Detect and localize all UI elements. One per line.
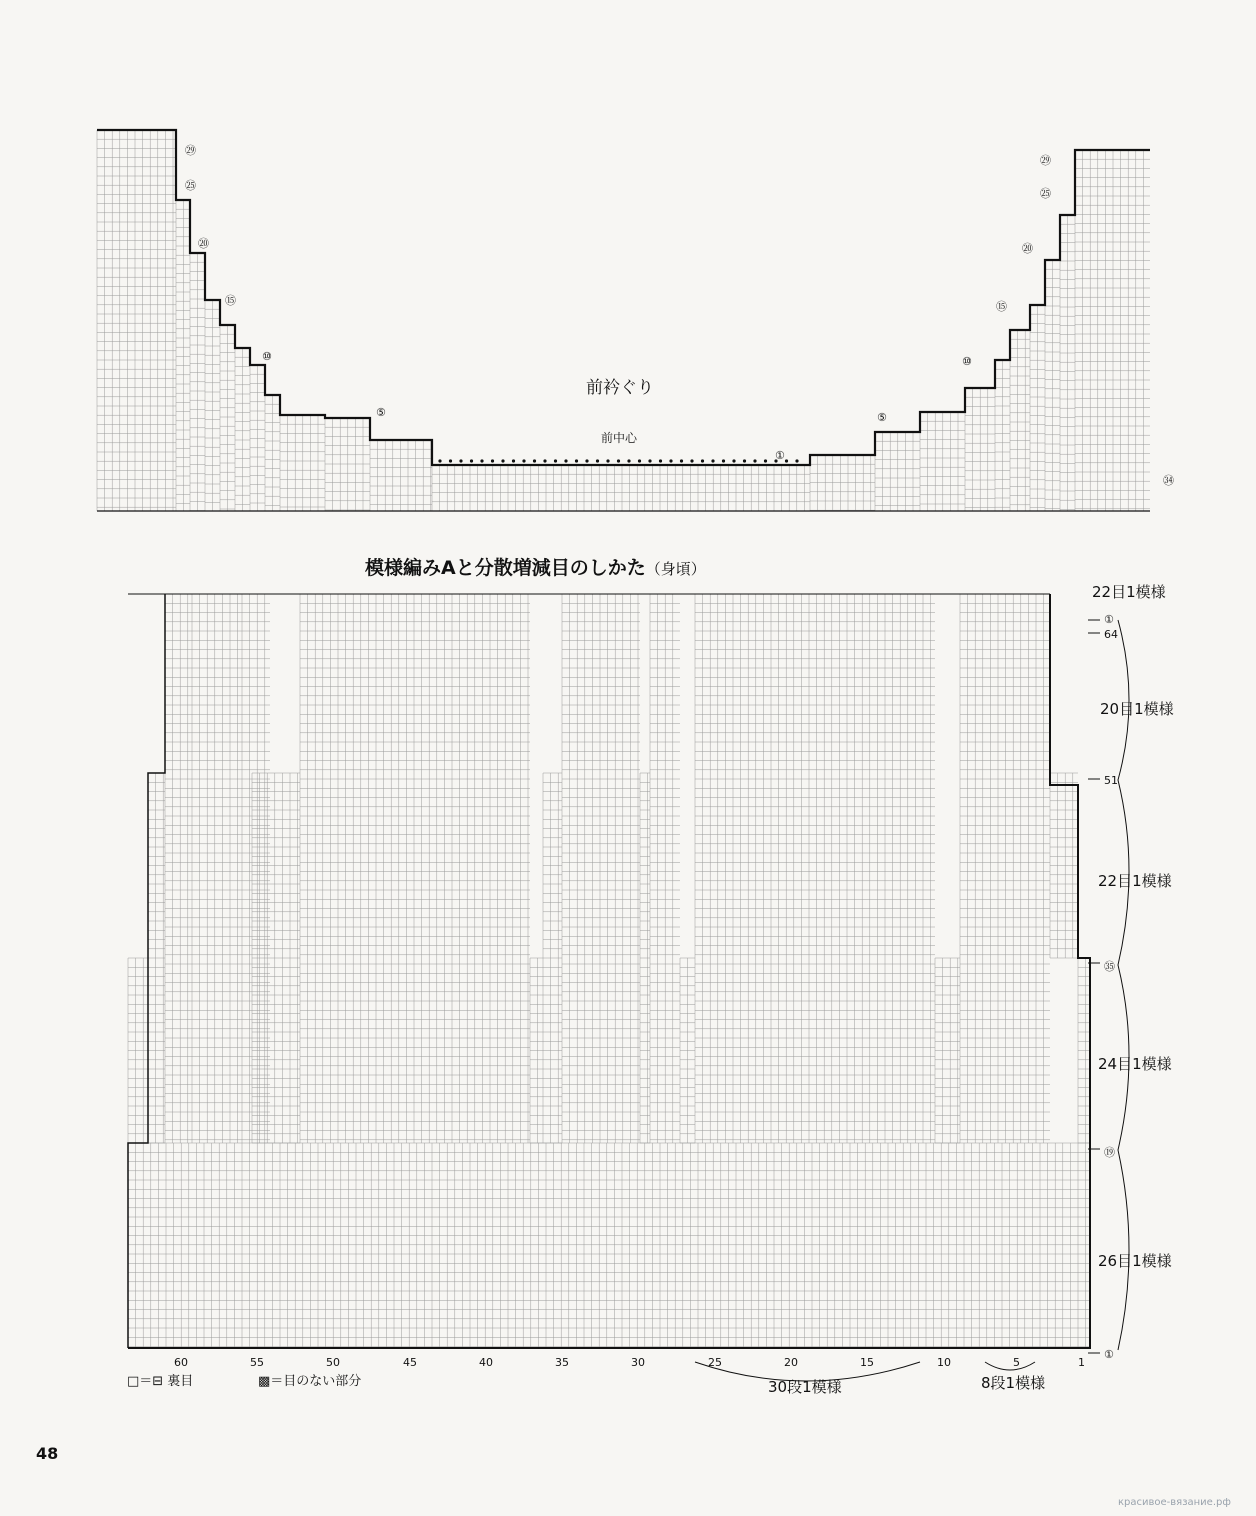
bindoff-dot: [459, 459, 462, 462]
front-center-label: 前中心: [601, 431, 638, 445]
main-mid-b: [640, 773, 650, 1143]
neck-right-grid-7: [1045, 260, 1060, 511]
neck-left-grid-7-lines: [265, 395, 280, 511]
main-left-low-lines: [128, 958, 148, 1143]
main-right-mid-lines: [1050, 773, 1078, 958]
x-tick-30: 30: [631, 1356, 645, 1369]
bindoff-dot: [743, 459, 746, 462]
main-mid-e: [680, 958, 695, 1143]
row-marker-19: ⑲: [1104, 1146, 1115, 1159]
neck-left-grid-5-lines: [235, 348, 250, 511]
repeat-22-mid: 22目1模様: [1098, 872, 1172, 890]
main-right-low: [1078, 958, 1090, 1143]
main-left-edge: [128, 594, 165, 1348]
bindoff-dot: [554, 459, 557, 462]
bindoff-dot: [795, 459, 798, 462]
bindoff-dot: [701, 459, 704, 462]
bottom-repeat-8: 8段1模様: [981, 1374, 1046, 1392]
x-tick-25: 25: [708, 1356, 722, 1369]
bindoff-dot: [711, 459, 714, 462]
neck-right-grid-0: [810, 455, 875, 511]
repeat-brace: [1118, 620, 1129, 1350]
bindoff-dot: [596, 459, 599, 462]
x-tick-20: 20: [784, 1356, 798, 1369]
main-mid-b-lines: [640, 773, 650, 1143]
neck-left-grid-5: [235, 348, 250, 511]
main-strip-2: [242, 594, 270, 1143]
neck-marker-20-left: ⑳: [198, 237, 209, 250]
brace-8: [985, 1362, 1035, 1370]
main-strip-1: [192, 594, 242, 1143]
main-mid-a-lines: [543, 773, 562, 1143]
bindoff-dot: [690, 459, 693, 462]
bindoff-dot: [648, 459, 651, 462]
x-tick-5: 5: [1013, 1356, 1020, 1369]
main-left-low: [128, 958, 148, 1143]
main-chart-title-paren: （身頃）: [645, 560, 706, 578]
main-grid-bottom: [128, 1143, 1090, 1348]
neck-left-grid-8: [280, 415, 325, 511]
main-grid-bottom-lines: [128, 1143, 1090, 1348]
neck-marker-34-right: ㉞: [1163, 474, 1174, 487]
neckline-title: 前衿ぐり: [586, 378, 654, 398]
neck-right-grid-0-lines: [810, 455, 875, 511]
neck-marker-10-left: ⑩: [262, 350, 272, 363]
neck-left-grid-10: [370, 440, 432, 511]
legend-no-stitch: ▩＝目のない部分: [258, 1374, 362, 1389]
neck-marker-25-right: ㉕: [1040, 187, 1051, 200]
bindoff-dot: [470, 459, 473, 462]
main-strip-5: [650, 594, 680, 1143]
x-tick-35: 35: [555, 1356, 569, 1369]
bindoff-dot: [753, 459, 756, 462]
neck-left-grid-2-lines: [190, 253, 205, 511]
neck-left-grid-6: [250, 365, 265, 511]
legend-purl: □＝⊟ 裏目: [127, 1374, 194, 1389]
neck-right-grid-4: [995, 360, 1010, 511]
bottom-repeat-30: 30段1模様: [768, 1378, 842, 1396]
main-right-low-lines: [1078, 958, 1090, 1143]
neck-right-grid-3-lines: [965, 388, 995, 511]
main-mid-e-lines: [680, 958, 695, 1143]
page-number: 48: [36, 1444, 59, 1463]
bindoff-dot: [512, 459, 515, 462]
neck-left-grid-9-lines: [325, 418, 370, 511]
neck-center-grid-lines: [432, 465, 810, 511]
main-strip-6: [695, 594, 935, 1143]
neck-left-grid-3: [205, 300, 220, 511]
bindoff-dot: [522, 459, 525, 462]
neck-left-grid-3-lines: [205, 300, 220, 511]
neck-marker-25-left: ㉕: [185, 179, 196, 192]
main-strip-4-lines: [562, 594, 640, 1143]
main-mid-a: [543, 773, 562, 1143]
bindoff-dot: [438, 459, 441, 462]
neck-left-grid-8-lines: [280, 415, 325, 511]
x-tick-40: 40: [479, 1356, 493, 1369]
neck-marker-5-left: ⑤: [376, 406, 386, 419]
neck-marker-29-right: ㉙: [1040, 154, 1051, 167]
neck-right-grid-8-lines: [1060, 215, 1075, 511]
bindoff-dot: [627, 459, 630, 462]
bindoff-dot: [732, 459, 735, 462]
bindoff-dot: [575, 459, 578, 462]
bindoff-dot: [491, 459, 494, 462]
main-mid-d-lines: [530, 958, 543, 1143]
x-tick-15: 15: [860, 1356, 874, 1369]
neck-right-grid-6: [1030, 305, 1045, 511]
neck-marker-5-right: ⑤: [877, 411, 887, 424]
bindoff-dot: [638, 459, 641, 462]
bindoff-dot: [617, 459, 620, 462]
neck-right-grid-9-lines: [1075, 150, 1150, 511]
watermark: красивое-вязание.рф: [1118, 1497, 1231, 1508]
neck-marker-29-left: ㉙: [185, 144, 196, 157]
bindoff-dot: [785, 459, 788, 462]
main-mid-c: [252, 773, 300, 1143]
neck-right-grid-6-lines: [1030, 305, 1045, 511]
x-tick-10: 10: [937, 1356, 951, 1369]
repeat-26: 26目1模様: [1098, 1252, 1172, 1270]
neckline-outline: [97, 130, 1150, 465]
repeat-22-top: 22目1模様: [1092, 583, 1166, 601]
neck-left-grid-6-lines: [250, 365, 265, 511]
bindoff-dot: [659, 459, 662, 462]
bindoff-dot: [764, 459, 767, 462]
bindoff-dot: [564, 459, 567, 462]
neck-left-grid-0: [97, 130, 176, 511]
bindoff-dot: [533, 459, 536, 462]
row-marker-1-bottom: ①: [1104, 1348, 1114, 1361]
main-strip-7: [960, 594, 1050, 1143]
main-left-mid-lines: [148, 773, 165, 1143]
bindoff-dot: [480, 459, 483, 462]
main-strip-2-lines: [242, 594, 270, 1143]
main-mid-f: [935, 958, 960, 1143]
main-strip-0-lines: [165, 594, 192, 1143]
bindoff-dot: [680, 459, 683, 462]
bindoff-dot: [722, 459, 725, 462]
neck-left-grid-1-lines: [176, 200, 190, 511]
neck-left-grid-0-lines: [97, 130, 176, 511]
row-marker-1-top: ①: [1104, 613, 1114, 626]
bindoff-dot: [606, 459, 609, 462]
neck-marker-10-right: ⑩: [962, 355, 972, 368]
neck-marker-20-right: ⑳: [1022, 242, 1033, 255]
neck-right-grid-2-lines: [920, 412, 965, 511]
neck-right-grid-1-lines: [875, 432, 920, 511]
row-marker-51: 51: [1104, 774, 1118, 787]
neck-left-grid-4-lines: [220, 325, 235, 511]
main-mid-d: [530, 958, 543, 1143]
x-tick-50: 50: [326, 1356, 340, 1369]
repeat-20: 20目1模様: [1100, 700, 1174, 718]
main-strip-5-lines: [650, 594, 680, 1143]
main-chart-title-text: 模様編みAと分散増減目のしかた: [365, 557, 646, 579]
main-strip-6-lines: [695, 594, 935, 1143]
main-left-mid: [148, 773, 165, 1143]
row-marker-35: ㉟: [1104, 960, 1115, 973]
main-mid-c-lines: [252, 773, 300, 1143]
repeat-24: 24目1模様: [1098, 1055, 1172, 1073]
neck-right-grid-9: [1075, 150, 1150, 511]
neck-right-grid-5-lines: [1010, 330, 1030, 511]
bindoff-dot: [543, 459, 546, 462]
bindoff-dot: [449, 459, 452, 462]
neck-right-grid-7-lines: [1045, 260, 1060, 511]
main-strip-1-lines: [192, 594, 242, 1143]
main-right-mid: [1050, 773, 1078, 958]
x-tick-45: 45: [403, 1356, 417, 1369]
bindoff-dot: [585, 459, 588, 462]
neck-right-grid-2: [920, 412, 965, 511]
row-marker-64: 64: [1104, 628, 1118, 641]
neck-left-grid-1: [176, 200, 190, 511]
neck-left-grid-7: [265, 395, 280, 511]
neck-left-grid-9: [325, 418, 370, 511]
main-strip-0: [165, 594, 192, 1143]
main-strip-3: [300, 594, 530, 1143]
neck-marker-15-right: ⑮: [996, 300, 1007, 313]
neck-right-grid-1: [875, 432, 920, 511]
neck-right-grid-8: [1060, 215, 1075, 511]
x-tick-60: 60: [174, 1356, 188, 1369]
x-tick-55: 55: [250, 1356, 264, 1369]
bindoff-dot: [669, 459, 672, 462]
x-tick-1: 1: [1078, 1356, 1085, 1369]
neck-left-grid-10-lines: [370, 440, 432, 511]
neck-center-grid: [432, 465, 810, 511]
neck-right-grid-5: [1010, 330, 1030, 511]
neck-left-grid-2: [190, 253, 205, 511]
main-mid-f-lines: [935, 958, 960, 1143]
main-strip-4: [562, 594, 640, 1143]
neck-left-grid-4: [220, 325, 235, 511]
main-chart-title: [365, 553, 706, 580]
main-strip-3-lines: [300, 594, 530, 1143]
neck-right-grid-3: [965, 388, 995, 511]
neck-marker-15-left: ⑮: [225, 294, 236, 307]
bindoff-dot: [501, 459, 504, 462]
main-strip-7-lines: [960, 594, 1050, 1143]
neck-marker-1-right: ①: [775, 449, 785, 462]
neck-right-grid-4-lines: [995, 360, 1010, 511]
